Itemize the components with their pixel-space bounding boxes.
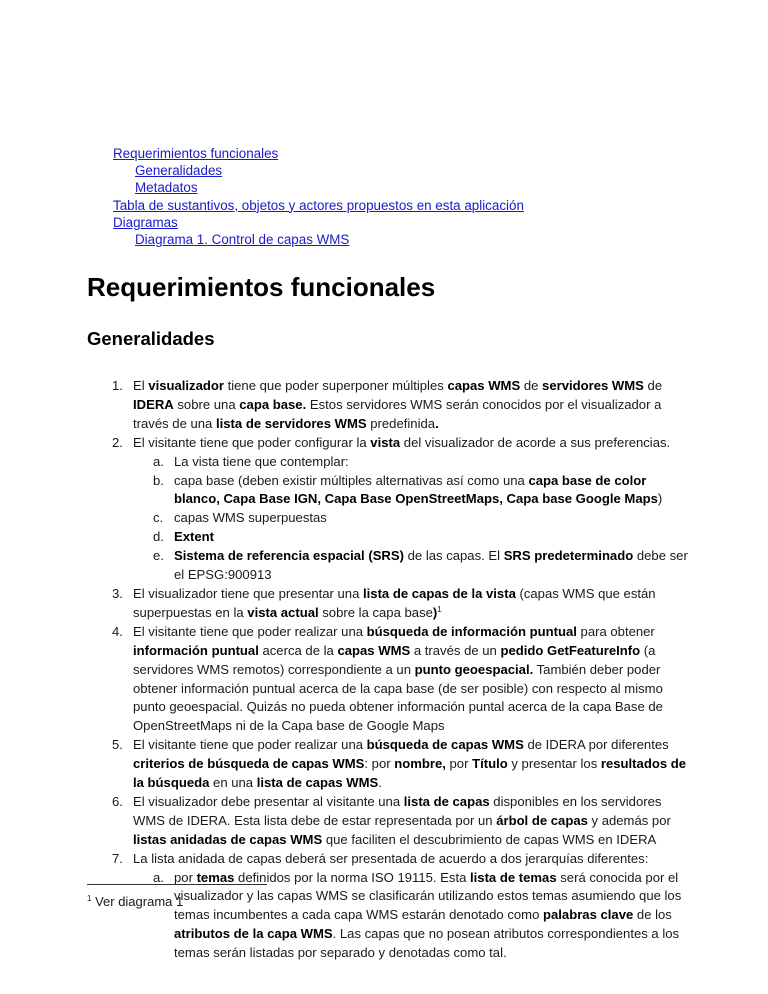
requirement-item	[112, 850, 692, 963]
footnote-mark: 1	[87, 894, 92, 903]
bold-term: palabras clave	[543, 907, 634, 923]
section-heading: Requerimientos funcionales	[87, 272, 436, 302]
bold-term: capas WMS	[337, 642, 411, 658]
sub-item	[133, 528, 692, 547]
bold-term: )	[432, 604, 438, 620]
sub-item-letter: c.	[153, 510, 164, 526]
list-number: 7.	[112, 850, 123, 866]
bold-term: Sistema de referencia espacial (SRS)	[174, 548, 404, 564]
sub-item	[133, 472, 692, 510]
sub-item-letter: b.	[153, 472, 164, 488]
text-run: capas WMS superpuestas	[174, 510, 327, 526]
sub-item	[133, 453, 692, 472]
bold-term: vista actual	[247, 604, 319, 620]
text-run: La lista anidada de capas deberá ser presentada de acuerdo a dos jerarquías diferentes:	[133, 850, 649, 866]
text-run: (capas WMS que están superpuestas en la	[133, 585, 656, 620]
text-run: tiene que poder superponer múltiples	[223, 378, 448, 393]
bold-term: árbol de capas	[496, 812, 588, 828]
bold-term: pedido GetFeatureInfo	[500, 642, 641, 658]
bold-term: capas WMS	[447, 378, 521, 393]
bold-term: capa base.	[239, 396, 307, 412]
text-run: de los	[633, 907, 672, 923]
bold-term: punto geoespacial.	[414, 661, 534, 677]
requirement-text	[133, 624, 663, 734]
sub-item-letter: a.	[153, 453, 164, 469]
requirement-text	[133, 794, 671, 847]
text-run: El visualizador tiene que presentar una	[133, 585, 364, 601]
bold-term: búsqueda de capas WMS	[366, 737, 524, 753]
list-number: 5.	[112, 737, 123, 753]
bold-term: lista de servidores WMS	[215, 415, 367, 431]
text-run: El visitante tiene que poder realizar una	[133, 737, 367, 753]
text-run: . Las capas que no posean atributos correspondientes a los temas serán listadas por separado y denotadas como tal.	[174, 926, 680, 961]
text-run: El visitante tiene que poder realizar una	[133, 623, 367, 639]
text-run: y presentar los	[507, 756, 601, 772]
bold-term: visualizador	[148, 378, 224, 393]
bold-term: Título	[472, 756, 508, 772]
requirement-text	[133, 378, 662, 431]
text-run: de	[643, 378, 663, 393]
table-of-contents	[113, 145, 524, 248]
bold-term: nombre,	[394, 756, 446, 772]
requirement-item	[112, 736, 692, 793]
requirement-item	[112, 434, 692, 585]
requirement-text	[133, 435, 670, 450]
sub-item	[133, 869, 692, 964]
list-number: 6.	[112, 793, 123, 809]
list-number: 4.	[112, 623, 123, 639]
text-run: disponibles en los servidores WMS de IDERA. Esta lista debe de estar representada por un	[133, 793, 662, 828]
requirement-text	[133, 737, 686, 790]
requirement-item	[112, 793, 692, 850]
sub-item-text	[174, 454, 349, 469]
sub-item-text	[174, 548, 688, 582]
text-run: capa base (deben existir múltiples alternativas así como una	[174, 472, 529, 488]
sub-item-letter: a.	[153, 869, 164, 885]
text-run: El visitante tiene que poder configurar la	[133, 434, 371, 450]
bold-term: temas	[196, 869, 235, 885]
subsection-heading: Generalidades	[87, 328, 215, 349]
footnote	[87, 893, 183, 911]
text-run: de IDERA por diferentes	[523, 737, 669, 753]
bold-term: resultados de la búsqueda	[133, 756, 687, 791]
text-run: sobre una	[173, 396, 240, 412]
text-run: que faciliten el descubrimiento de capas WMS en IDERA	[322, 831, 657, 847]
sub-item-letter: d.	[153, 529, 164, 545]
toc-link-tabla-de-sustantivos[interactable]: Tabla de sustantivos, objetos y actores propuestos en esta aplicación	[113, 197, 524, 213]
text-run: La vista tiene que contemplar:	[174, 453, 349, 469]
footnote-reference: 1	[437, 604, 442, 614]
text-run: El visualizador debe presentar al visitante una	[133, 793, 404, 809]
requirement-item	[112, 377, 692, 434]
bold-term: Extent	[174, 529, 215, 545]
text-run: en una	[209, 775, 257, 791]
text-run: acerca de la	[258, 642, 338, 658]
bold-term: lista de capas WMS	[256, 775, 379, 791]
bold-term: listas anidadas de capas WMS	[133, 831, 323, 847]
toc-link-diagramas[interactable]: Diagramas	[113, 214, 178, 230]
list-number: 3.	[112, 585, 123, 601]
toc-link-requerimientos-funcionales[interactable]: Requerimientos funcionales	[113, 146, 279, 161]
text-run: Estos servidores WMS serán conocidos por el visualizador a través de una	[133, 396, 662, 431]
sub-item-text	[174, 529, 214, 544]
requirement-text	[133, 851, 648, 866]
text-run: El	[133, 378, 149, 393]
requirement-item	[112, 585, 692, 623]
text-run: : por	[364, 756, 395, 772]
sub-item-text	[174, 510, 327, 525]
toc-link-diagrama-1[interactable]: Diagrama 1. Control de capas WMS	[135, 232, 350, 248]
text-run: de las capas. El	[403, 548, 504, 564]
list-number: 2.	[112, 434, 123, 450]
bold-term: búsqueda de información puntual	[366, 623, 577, 639]
text-run: .	[378, 775, 382, 791]
requirement-text	[133, 586, 656, 620]
sub-item	[133, 509, 692, 528]
text-run: será conocida por el visualizador y las capas WMS se clasificarán utilizando estos temas asumiendo que los temas incumbentes a cada capa WMS estarán denotado como	[174, 869, 682, 923]
text-run: debe ser el EPSG:900913	[174, 548, 688, 583]
bold-term: .	[435, 415, 439, 431]
bold-term: IDERA	[133, 396, 174, 412]
bold-term: vista	[370, 434, 401, 450]
text-run: del visualizador de acorde a sus preferencias.	[400, 434, 671, 450]
bold-term: capa base de color blanco, Capa Base IGN, Capa Base OpenStreetMaps, Capa base Google Maps	[174, 472, 658, 507]
sub-list	[133, 869, 692, 964]
bold-term: atributos de la capa WMS	[174, 926, 333, 942]
toc-link-generalidades[interactable]: Generalidades	[135, 163, 223, 179]
text-run: de	[520, 378, 543, 393]
requirements-list	[112, 377, 692, 963]
text-run: por	[445, 756, 473, 772]
sub-item-text	[174, 473, 662, 507]
bold-term: lista de capas	[403, 793, 490, 809]
bold-term: SRS predeterminado	[503, 548, 634, 564]
footnote-separator	[87, 884, 267, 885]
sub-item	[133, 547, 692, 585]
footnote-text: Ver diagrama 1	[91, 894, 184, 909]
bold-term: lista de capas de la vista	[363, 585, 516, 601]
sub-item-letter: e.	[153, 548, 164, 564]
text-run: por	[174, 869, 197, 885]
text-run: )	[657, 491, 663, 507]
text-run: para obtener	[576, 623, 655, 639]
requirement-item	[112, 623, 692, 736]
text-run: y además por	[587, 812, 671, 828]
toc-link-metadatos[interactable]: Metadatos	[135, 180, 198, 196]
text-run: sobre la capa base	[318, 604, 433, 620]
text-run: a través de un	[410, 642, 501, 658]
bold-term: información puntual	[133, 642, 259, 658]
bold-term: lista de temas	[470, 869, 557, 885]
text-run: También deber poder obtener información puntual acerca de la capa base (de ser posible) con respecto al mismo punto geoespacial. Quizás no pueda obtener información puntal acerca de la capa Base de OpenStreetMaps ni de la Capa base de Google Maps	[133, 661, 663, 734]
list-number: 1.	[112, 378, 123, 393]
text-run: predefinida	[366, 415, 436, 431]
bold-term: criterios de búsqueda de capas WMS	[133, 756, 365, 772]
bold-term: servidores WMS	[542, 378, 644, 393]
text-run: (a servidores WMS remotos) correspondiente a un	[133, 642, 656, 677]
text-run: definidos por la norma ISO 19115. Esta	[234, 869, 471, 885]
sub-list	[133, 453, 692, 585]
